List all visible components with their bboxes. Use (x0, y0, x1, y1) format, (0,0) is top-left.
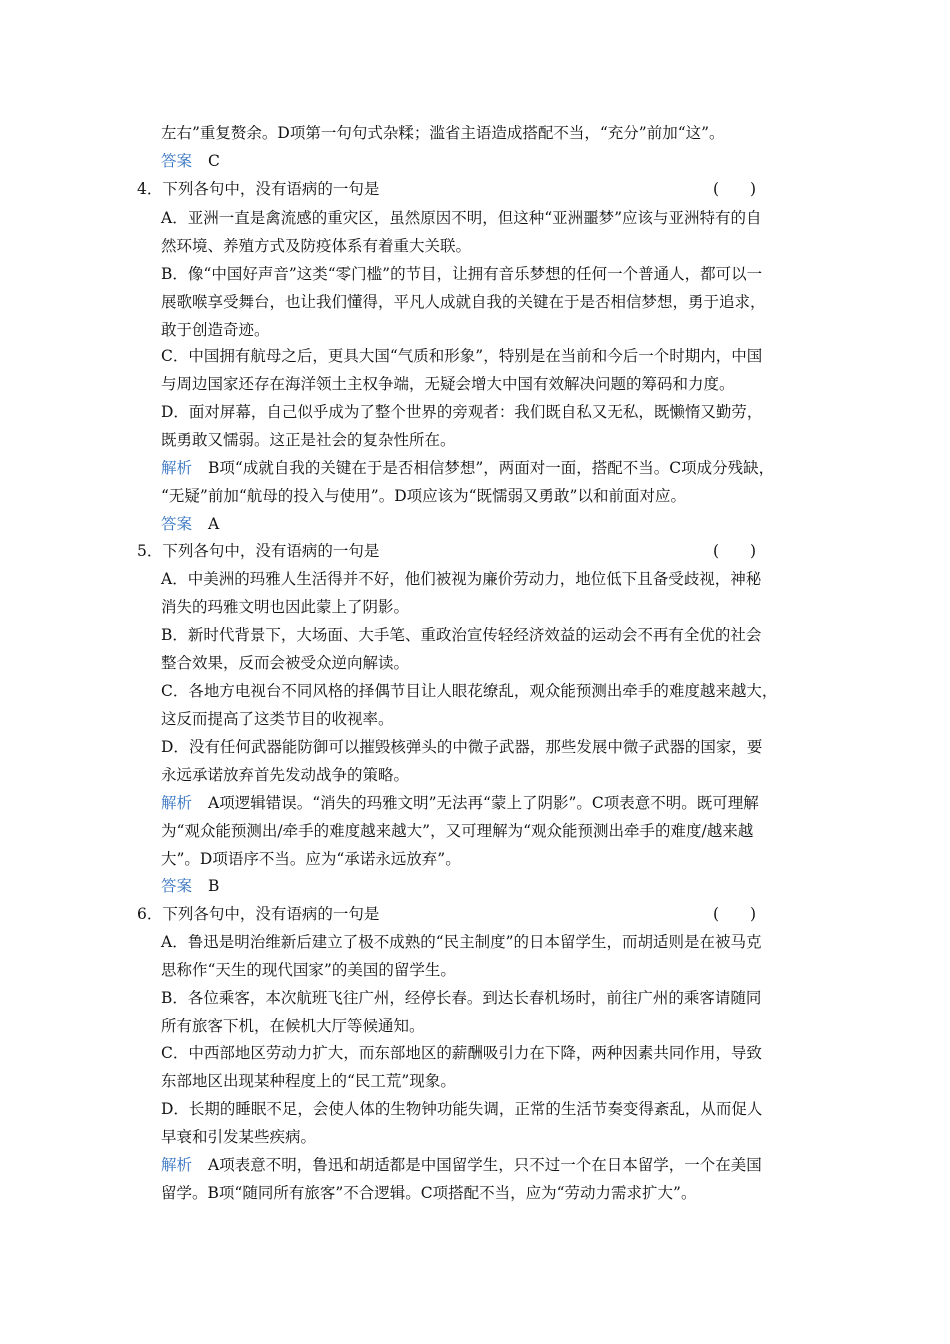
analysis-text: A项逻辑错误。“消失的玛雅文明”无法再“蒙上了阴影”。C项表意不明。既可理解 (208, 794, 759, 812)
q5-analysis-line: 大”。D项语序不当。应为“承诺永远放弃”。 (161, 850, 461, 868)
answer-label: 答案 (161, 515, 193, 533)
q5-option-line: B．新时代背景下，大场面、大手笔、重政治宣传轻经济效益的运动会不再有全优的社会 (161, 626, 762, 644)
answer-value: C (208, 152, 220, 170)
analysis-label: 解析 (161, 1156, 193, 1174)
q3-answer (161, 151, 220, 171)
q5-option-line: D．没有任何武器能防御可以摧毁核弹头的中微子武器，那些发展中微子武器的国家，要 (161, 738, 763, 756)
q5-option-line: 整合效果，反而会被受众逆向解读。 (161, 654, 410, 672)
answer-label: 答案 (161, 877, 193, 895)
q4-option-line: 然环境、养殖方式及防疫体系有着重大关联。 (161, 237, 472, 255)
q5-option-line: 永远承诺放弃首先发动战争的策略。 (161, 766, 410, 784)
q6-option-line: B．各位乘客，本次航班飞往广州，经停长春。到达长春机场时，前往广州的乘客请随同 (161, 989, 762, 1007)
q6-option-line: 思称作“天生的现代国家”的美国的留学生。 (161, 961, 456, 979)
q4-option-line: C．中国拥有航母之后，更具大国“气质和形象”，特别是在当前和今后一个时期内，中国 (161, 347, 763, 365)
question-6-stem (137, 904, 379, 924)
q3-analysis-continuation: 左右”重复赘余。D项第一句句式杂糅；滥省主语造成搭配不当，“充分”前加“这”。 (161, 124, 725, 142)
q5-option-line: C．各地方电视台不同风格的择偶节目让人眼花缭乱，观众能预测出牵手的难度越来越大， (161, 682, 778, 700)
q4-option-line: A．亚洲一直是禽流感的重灾区，虽然原因不明，但这种“亚洲噩梦”应该与亚洲特有的自 (161, 209, 762, 227)
analysis-text: A项表意不明，鲁迅和胡适都是中国留学生，只不过一个在日本留学，一个在美国 (208, 1156, 762, 1174)
q6-analysis (161, 1155, 762, 1175)
answer-value: A (208, 515, 220, 533)
question-5-stem (137, 541, 379, 561)
q6-option-line: 所有旅客下机，在候机大厅等候通知。 (161, 1017, 425, 1035)
q4-analysis-line: “无疑”前加“航母的投入与使用”。D项应该为“既懦弱又勇敢”以和前面对应。 (161, 487, 686, 505)
q6-analysis-line: 留学。B项“随同所有旅客”不合逻辑。C项搭配不当，应为“劳动力需求扩大”。 (161, 1184, 697, 1202)
q5-option-line: 这反而提高了这类节目的收视率。 (161, 710, 394, 728)
analysis-label: 解析 (161, 459, 193, 477)
question-text: 下列各句中，没有语病的一句是 (162, 542, 380, 560)
question-number: 4． (137, 180, 163, 198)
q4-analysis (161, 458, 774, 478)
analysis-label: 解析 (161, 794, 193, 812)
answer-label: 答案 (161, 152, 193, 170)
question-text: 下列各句中，没有语病的一句是 (162, 905, 380, 923)
q6-option-line: C．中西部地区劳动力扩大，而东部地区的薪酬吸引力在下降，两种因素共同作用，导致 (161, 1044, 762, 1062)
q6-option-line: 早衰和引发某些疾病。 (161, 1128, 317, 1146)
q4-option-line: 既勇敢又懦弱。这正是社会的复杂性所在。 (161, 431, 456, 449)
q5-analysis-line: 为“观众能预测出/牵手的难度越来越大”，又可理解为“观众能预测出牵手的难度/越来越 (161, 822, 754, 840)
q4-option-line: 敢于创造奇迹。 (161, 321, 270, 339)
answer-value: B (208, 877, 220, 895)
q5-option-line: A．中美洲的玛雅人生活得并不好，他们被视为廉价劳动力，地位低下且备受歧视，神秘 (161, 570, 762, 588)
q4-option-line: D．面对屏幕，自己似乎成为了整个世界的旁观者：我们既自私又无私，既懒惰又勤劳， (161, 403, 763, 421)
question-4-stem (137, 179, 379, 199)
q6-option-line: A．鲁迅是明治维新后建立了极不成熟的“民主制度”的日本留学生，而胡适则是在被马克 (161, 933, 762, 951)
q6-option-line: 东部地区出现某种程度上的“民工荒”现象。 (161, 1072, 456, 1090)
q6-option-line: D．长期的睡眠不足，会使人体的生物钟功能失调，正常的生活节奏变得紊乱，从而促人 (161, 1100, 763, 1118)
answer-blank: ( ) (713, 180, 757, 198)
question-text: 下列各句中，没有语病的一句是 (162, 180, 380, 198)
question-number: 5． (137, 542, 163, 560)
q4-option-line: 展歌喉享受舞台，也让我们懂得，平凡人成就自我的关键在于是否相信梦想，勇于追求， (161, 293, 766, 311)
q4-option-line: 与周边国家还存在海洋领土主权争端，无疑会增大中国有效解决问题的筹码和力度。 (161, 375, 735, 393)
q5-answer (161, 876, 219, 896)
q5-analysis (161, 793, 759, 813)
analysis-text: B项“成就自我的关键在于是否相信梦想”，两面对一面，搭配不当。C项成分残缺， (208, 459, 775, 477)
answer-blank: ( ) (713, 905, 757, 923)
q5-option-line: 消失的玛雅文明也因此蒙上了阴影。 (161, 598, 410, 616)
q4-answer (161, 514, 219, 534)
answer-blank: ( ) (713, 542, 757, 560)
q4-option-line: B．像“中国好声音”这类“零门槛”的节目，让拥有音乐梦想的任何一个普通人，都可以一 (161, 265, 763, 283)
question-number: 6． (137, 905, 163, 923)
